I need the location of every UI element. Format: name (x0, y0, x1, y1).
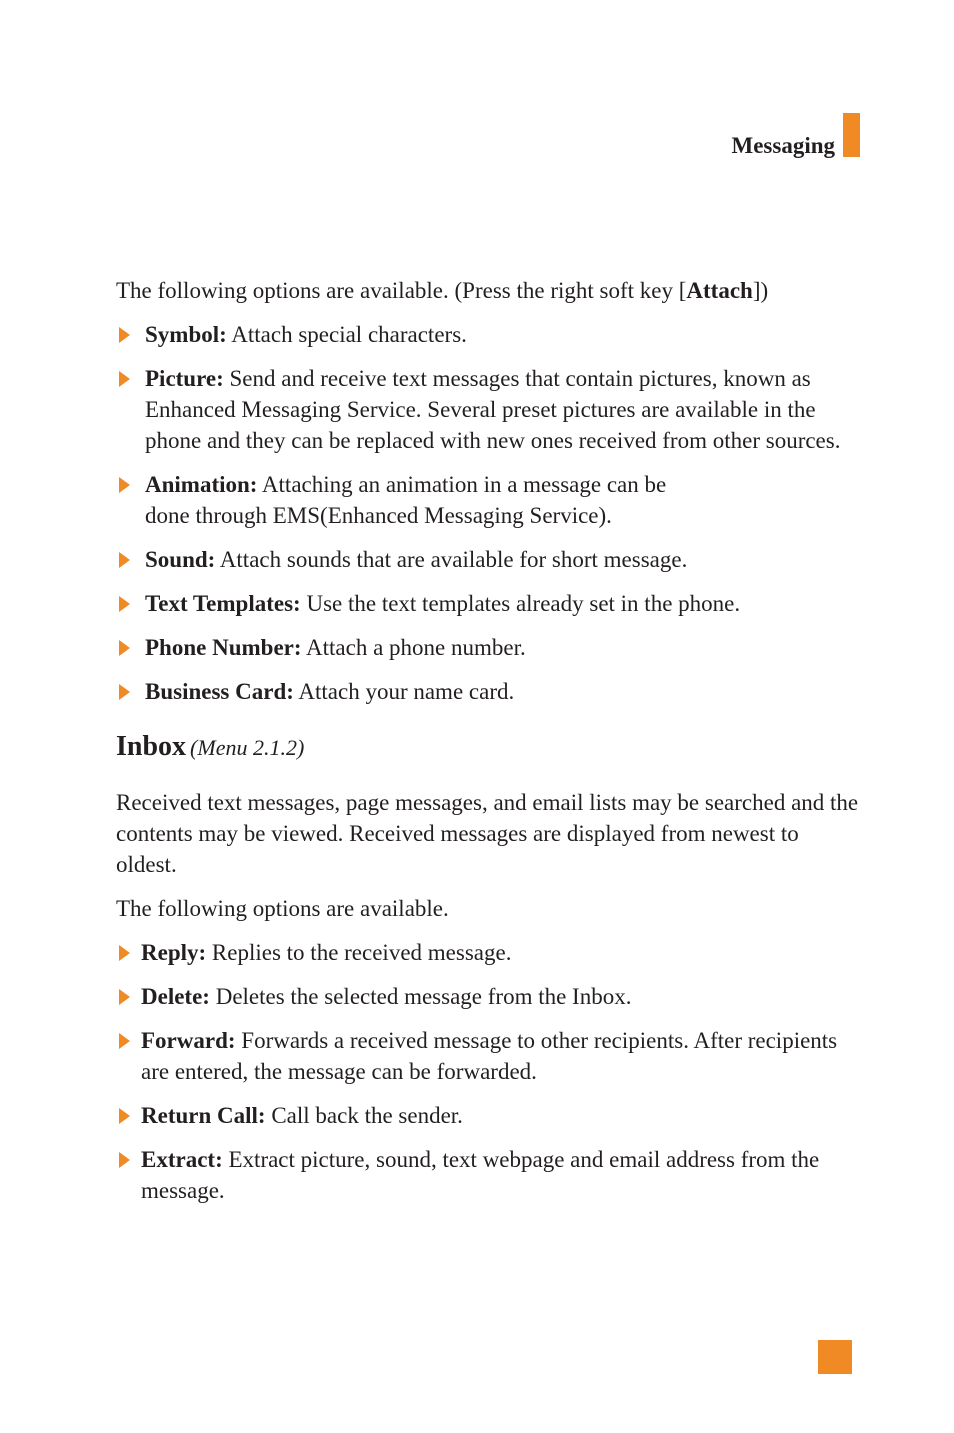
option-term: Reply: (141, 940, 207, 965)
option-term: Return Call: (141, 1103, 266, 1128)
bullet-arrow-icon (119, 1108, 130, 1124)
attach-intro-end: ]) (752, 278, 769, 303)
inbox-description: Received text messages, page messages, and email lists may be searched and the contents may be viewed. Received messages are displayed from newest to oldest. (116, 790, 859, 877)
option-desc: Send and receive text messages that contain pictures, known as Enhanced Messaging Service. Several preset pictures are available in the phone and they can be replaced with new ones received from other sources. (145, 366, 841, 453)
list-item (116, 632, 861, 663)
page-content (116, 275, 861, 1219)
attach-intro (116, 275, 861, 306)
footer-accent-square (818, 1340, 852, 1374)
option-term: Forward: (141, 1028, 236, 1053)
inbox-heading (116, 730, 861, 765)
option-desc: Attach a phone number. (301, 635, 526, 660)
option-desc: Attach your name card. (293, 679, 515, 704)
list-item (116, 1100, 861, 1131)
option-term: Symbol: (145, 322, 227, 347)
option-desc: Deletes the selected message from the Inbox. (209, 984, 632, 1009)
list-item (116, 676, 861, 707)
option-term: Delete: (141, 984, 210, 1009)
attach-options-list (116, 319, 861, 707)
list-item (116, 1144, 861, 1206)
attach-key: Attach (686, 278, 753, 303)
option-term: Animation: (145, 472, 258, 497)
bullet-arrow-icon (119, 684, 130, 700)
bullet-arrow-icon (119, 1033, 130, 1049)
attach-intro-text: The following options are available. (Press the right soft key [ (116, 278, 687, 303)
inbox-options-list (116, 937, 861, 1206)
bullet-arrow-icon (119, 1152, 130, 1168)
bullet-arrow-icon (119, 945, 130, 961)
option-desc: Attach special characters. (226, 322, 467, 347)
option-desc: Extract picture, sound, text webpage and email address from the message. (141, 1147, 820, 1203)
option-term: Picture: (145, 366, 224, 391)
bullet-arrow-icon (119, 596, 130, 612)
option-term: Phone Number: (145, 635, 302, 660)
header-accent-bar (843, 113, 860, 157)
bullet-arrow-icon (119, 371, 130, 387)
inbox-title: Inbox (116, 731, 187, 762)
option-desc: Call back the sender. (265, 1103, 463, 1128)
option-term: Extract: (141, 1147, 223, 1172)
bullet-arrow-icon (119, 327, 130, 343)
bullet-arrow-icon (119, 552, 130, 568)
bullet-arrow-icon (119, 477, 130, 493)
running-header-title: Messaging (731, 133, 835, 158)
option-desc-continued: done through EMS(Enhanced Messaging Service). (145, 503, 612, 528)
option-desc: Use the text templates already set in the phone. (300, 591, 741, 616)
option-desc: Attach sounds that are available for short message. (215, 547, 688, 572)
option-term: Sound: (145, 547, 216, 572)
list-item (116, 363, 861, 456)
list-item (116, 981, 861, 1012)
list-item (116, 469, 861, 531)
bullet-arrow-icon (119, 640, 130, 656)
option-desc: Replies to the received message. (206, 940, 512, 965)
option-desc: Forwards a received message to other recipients. After recipients are entered, the message can be forwarded. (141, 1028, 838, 1084)
list-item (116, 937, 861, 968)
list-item (116, 319, 861, 350)
inbox-options-intro: The following options are available. (116, 896, 449, 921)
option-desc: Attaching an animation in a message can be (257, 472, 667, 497)
list-item (116, 544, 861, 575)
bullet-arrow-icon (119, 989, 130, 1005)
option-term: Business Card: (145, 679, 294, 704)
inbox-menu-number: (Menu 2.1.2) (190, 735, 305, 760)
option-term: Text Templates: (145, 591, 301, 616)
list-item (116, 588, 861, 619)
list-item (116, 1025, 861, 1087)
